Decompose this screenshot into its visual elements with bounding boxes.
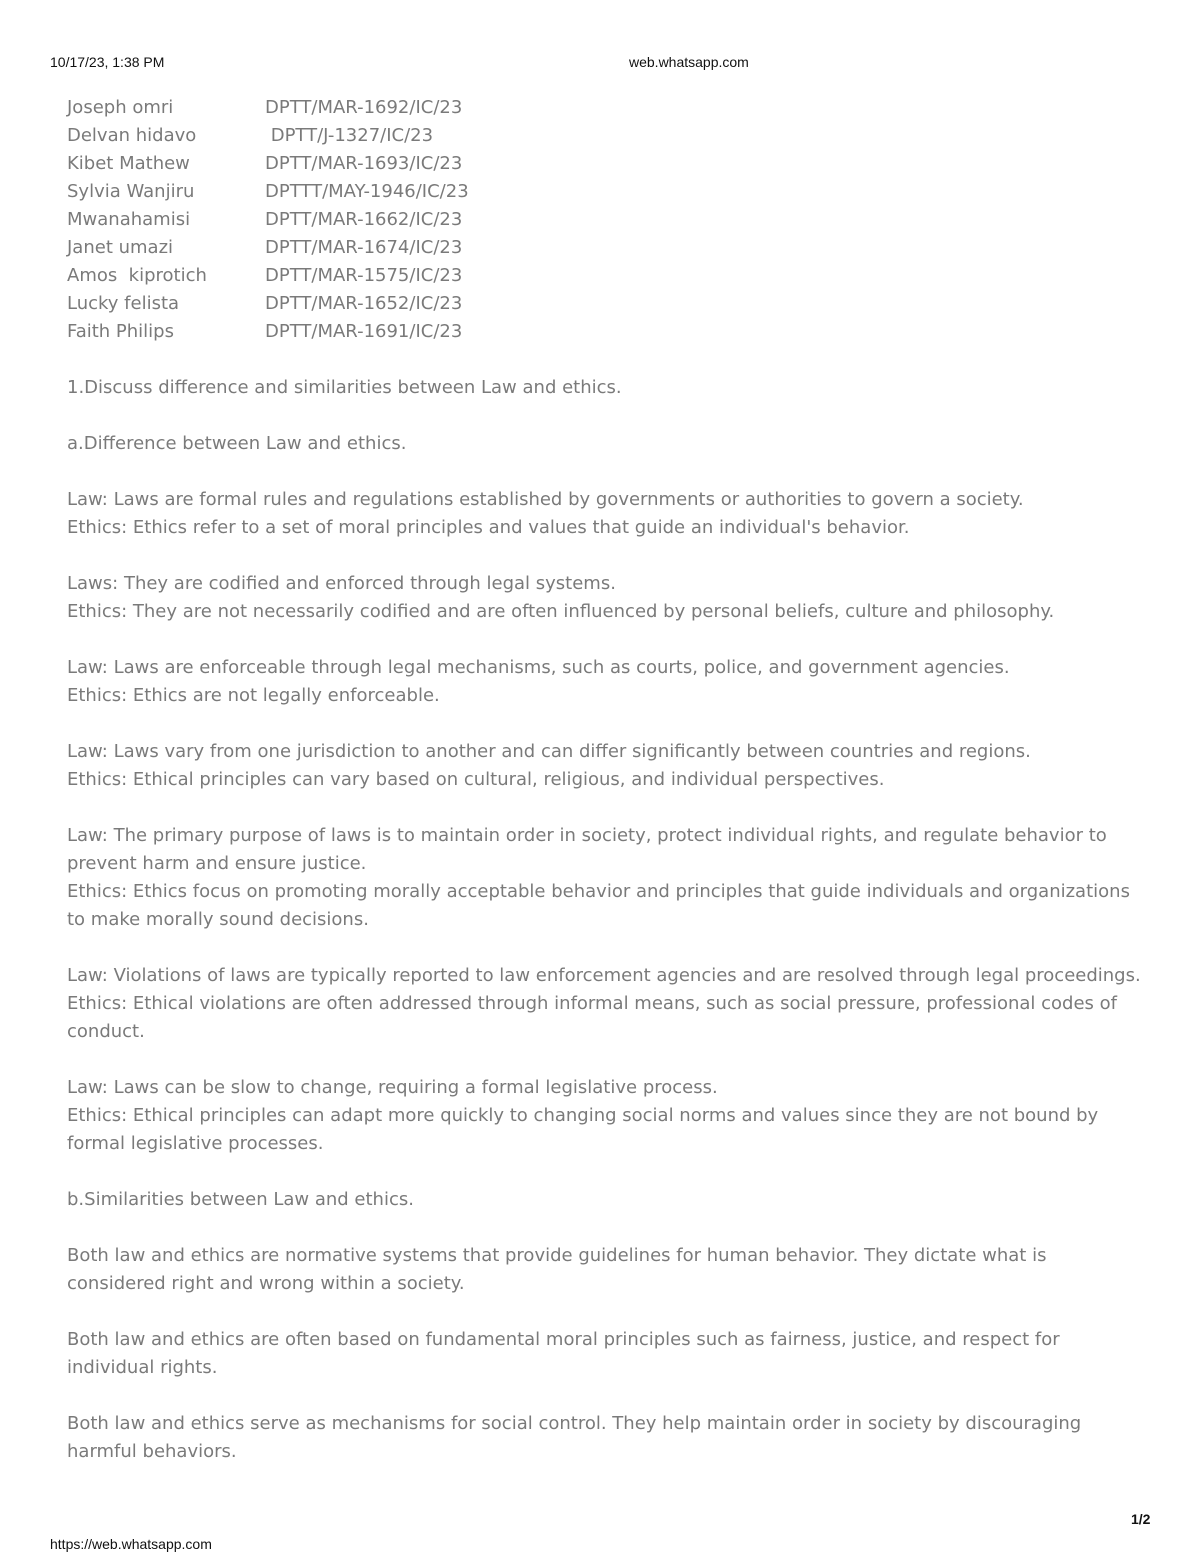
roster-row: [67, 234, 1147, 262]
student-name: Faith Philips: [67, 321, 174, 342]
difference-block: [67, 1074, 1147, 1158]
student-id: DPTT/MAR-1652/IC/23: [265, 293, 463, 314]
similarity-block: [67, 1242, 1147, 1298]
document-body: [67, 94, 1147, 1466]
difference-block: [67, 486, 1147, 542]
ethics-statement: Ethics: Ethical violations are often addressed through informal means, such as social pressure, professional codes of conduct.: [67, 993, 1117, 1042]
roster-row: [67, 150, 1147, 178]
question-heading: [67, 374, 1147, 402]
roster-row: [67, 94, 1147, 122]
similarity-text: Both law and ethics are often based on fundamental moral principles such as fairness, justice, and respect for individual rights.: [67, 1329, 1060, 1378]
roster-row: [67, 178, 1147, 206]
question-text: 1.Discuss difference and similarities between Law and ethics.: [67, 377, 622, 398]
student-name: Sylvia Wanjiru: [67, 181, 195, 202]
similarity-text: Both law and ethics are normative systems that provide guidelines for human behavior. They dictate what is considered right and wrong within a society.: [67, 1245, 1047, 1294]
student-name: Delvan hidavo: [67, 125, 197, 146]
similarity-block: [67, 1326, 1147, 1382]
similarity-block: [67, 1410, 1147, 1466]
student-roster: [67, 94, 1147, 346]
ethics-statement: Ethics: Ethics refer to a set of moral principles and values that guide an individual's behavior.: [67, 517, 910, 538]
ethics-statement: Ethics: They are not necessarily codified and are often influenced by personal beliefs, culture and philosophy.: [67, 601, 1055, 622]
difference-block: [67, 822, 1147, 934]
law-statement: Law: Violations of laws are typically reported to law enforcement agencies and are resolved through legal proceedings.: [67, 965, 1141, 986]
difference-block: [67, 962, 1147, 1046]
law-statement: Laws: They are codified and enforced through legal systems.: [67, 573, 616, 594]
student-id: DPTT/MAR-1691/IC/23: [265, 321, 463, 342]
ethics-statement: Ethics: Ethics are not legally enforceable.: [67, 685, 440, 706]
student-id: DPTT/MAR-1674/IC/23: [265, 237, 463, 258]
student-id: DPTT/J-1327/IC/23: [265, 125, 434, 146]
student-name: Kibet Mathew: [67, 153, 190, 174]
similarity-text: Both law and ethics serve as mechanisms for social control. They help maintain order in society by discouraging harmful behaviors.: [67, 1413, 1082, 1462]
print-timestamp: 10/17/23, 1:38 PM: [50, 54, 165, 70]
law-statement: Law: Laws can be slow to change, requiring a formal legislative process.: [67, 1077, 718, 1098]
roster-row: [67, 290, 1147, 318]
section-b-title: b.Similarities between Law and ethics.: [67, 1189, 414, 1210]
roster-row: [67, 122, 1147, 150]
roster-row: [67, 262, 1147, 290]
section-a-heading: [67, 430, 1147, 458]
law-statement: Law: Laws vary from one jurisdiction to another and can differ significantly between countries and regions.: [67, 741, 1031, 762]
student-id: DPTT/MAR-1662/IC/23: [265, 209, 463, 230]
footer-url: https://web.whatsapp.com: [50, 1536, 212, 1552]
print-site: web.whatsapp.com: [629, 54, 749, 70]
section-a-title: a.Difference between Law and ethics.: [67, 433, 407, 454]
difference-block: [67, 570, 1147, 626]
section-b-heading: [67, 1186, 1147, 1214]
student-name: Joseph omri: [67, 97, 174, 118]
roster-row: [67, 206, 1147, 234]
student-id: DPTT/MAR-1575/IC/23: [265, 265, 463, 286]
difference-block: [67, 738, 1147, 794]
law-statement: Law: The primary purpose of laws is to maintain order in society, protect individual rights, and regulate behavior to prevent harm and ensure justice.: [67, 825, 1107, 874]
student-name: Amos kiprotich: [67, 265, 207, 286]
student-name: Mwanahamisi: [67, 209, 191, 230]
law-statement: Law: Laws are enforceable through legal mechanisms, such as courts, police, and government agencies.: [67, 657, 1010, 678]
ethics-statement: Ethics: Ethical principles can vary based on cultural, religious, and individual perspectives.: [67, 769, 885, 790]
roster-row: [67, 318, 1147, 346]
student-name: Janet umazi: [67, 237, 174, 258]
student-name: Lucky felista: [67, 293, 180, 314]
student-id: DPTT/MAR-1693/IC/23: [265, 153, 463, 174]
page-number: 1/2: [1131, 1511, 1151, 1527]
student-id: DPTT/MAR-1692/IC/23: [265, 97, 463, 118]
ethics-statement: Ethics: Ethics focus on promoting morally acceptable behavior and principles that guide individuals and organizations to make morally sound decisions.: [67, 881, 1130, 930]
law-statement: Law: Laws are formal rules and regulations established by governments or authorities to govern a society.: [67, 489, 1024, 510]
ethics-statement: Ethics: Ethical principles can adapt more quickly to changing social norms and values since they are not bound by formal legislative processes.: [67, 1105, 1099, 1154]
student-id: DPTTT/MAY-1946/IC/23: [265, 181, 469, 202]
difference-block: [67, 654, 1147, 710]
